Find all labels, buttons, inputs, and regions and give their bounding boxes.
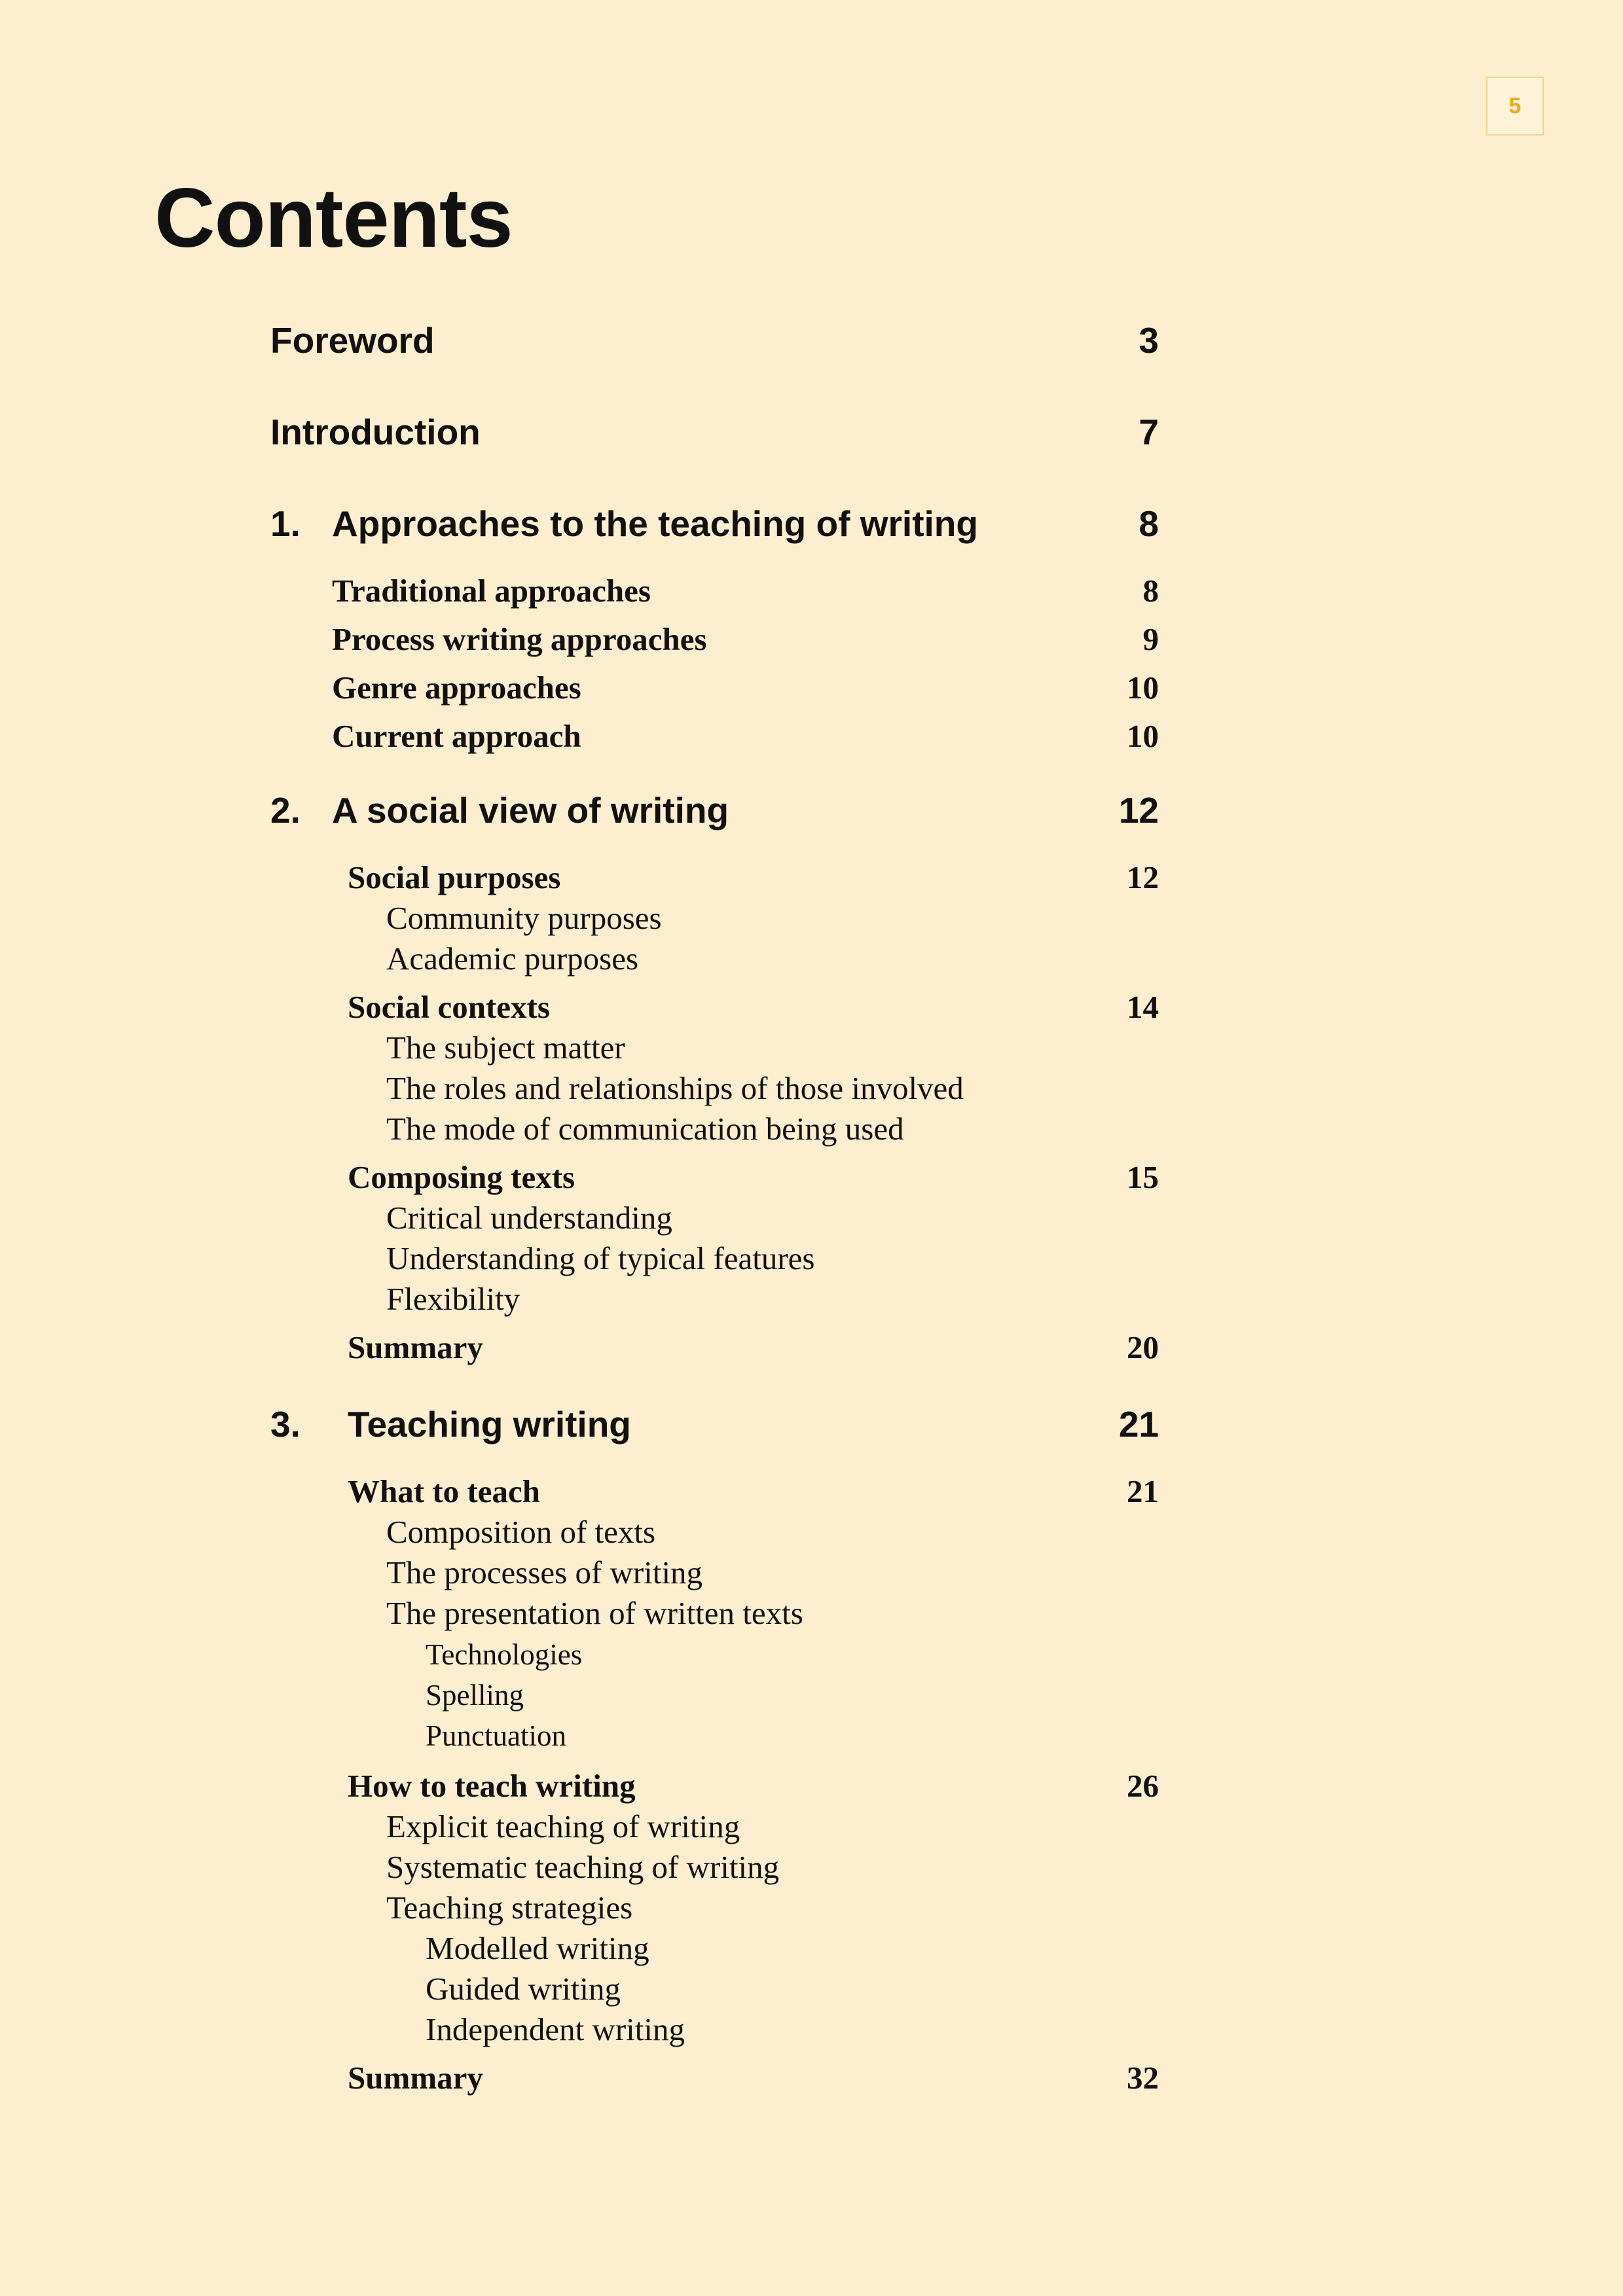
chapter-number: 2. [270, 790, 301, 831]
toc-label: Spelling [426, 1679, 524, 1712]
toc-page: 9 [1142, 621, 1159, 657]
toc-label: The mode of communication being used [386, 1111, 904, 1147]
toc-label: The processes of writing [386, 1554, 703, 1590]
toc-page: 21 [1127, 1473, 1159, 1509]
toc-label: Social purposes [348, 859, 561, 895]
toc-page: 8 [1142, 573, 1159, 609]
toc-label: Process writing approaches [332, 621, 707, 657]
toc-label: Understanding of typical features [386, 1240, 815, 1276]
toc-label: Independent writing [426, 2011, 685, 2047]
toc-label: A social view of writing [332, 790, 729, 831]
toc-page: 21 [1118, 1404, 1159, 1444]
toc-page: 26 [1127, 1768, 1159, 1804]
toc-label: The presentation of written texts [386, 1595, 803, 1631]
toc-label: Explicit teaching of writing [386, 1808, 740, 1844]
toc-page: 15 [1127, 1159, 1159, 1195]
toc-label: Foreword [270, 320, 435, 361]
toc-label: Composition of texts [386, 1514, 656, 1550]
toc-page: 3 [1139, 320, 1159, 361]
toc-label: How to teach writing [348, 1768, 636, 1804]
page-number: 5 [1508, 93, 1522, 118]
toc-label: Guided writing [426, 1971, 621, 2007]
toc-label: Teaching strategies [386, 1890, 633, 1926]
toc-page: 10 [1127, 670, 1159, 706]
toc-label: Community purposes [386, 900, 662, 936]
toc-page: 12 [1127, 859, 1159, 895]
toc-label: Social contexts [348, 989, 550, 1025]
toc-label: Genre approaches [332, 670, 581, 706]
toc-label: What to teach [348, 1473, 540, 1509]
toc-label: The subject matter [386, 1030, 625, 1066]
toc-label: Technologies [426, 1638, 583, 1671]
toc-label: Composing texts [348, 1159, 575, 1195]
toc-label: Critical understanding [386, 1200, 672, 1236]
chapter-number: 3. [270, 1404, 301, 1444]
chapter-number: 1. [270, 503, 301, 544]
toc-page: 12 [1118, 790, 1159, 831]
toc-label: Introduction [270, 412, 481, 452]
toc-label: Traditional approaches [332, 573, 651, 609]
toc-label: Flexibility [386, 1281, 520, 1317]
toc-label: Approaches to the teaching of writing [332, 503, 978, 544]
page-number-box [1486, 77, 1544, 135]
toc-page: 8 [1139, 503, 1159, 544]
toc-label: Punctuation [426, 1719, 566, 1752]
toc-page: 10 [1127, 718, 1159, 754]
toc-page: 32 [1127, 2060, 1159, 2096]
page-title: Contents [155, 171, 513, 265]
toc-label: Current approach [332, 718, 581, 754]
toc-label: Academic purposes [386, 941, 639, 977]
toc-page: 7 [1139, 412, 1159, 452]
toc-page: 14 [1127, 989, 1159, 1025]
toc-label: Modelled writing [426, 1930, 649, 1966]
toc-label: Systematic teaching of writing [386, 1849, 780, 1885]
toc-label: Summary [348, 2060, 483, 2096]
toc-label: Summary [348, 1329, 483, 1365]
toc-label: The roles and relationships of those involved [386, 1070, 964, 1106]
toc-page: 20 [1127, 1329, 1159, 1365]
toc-label: Teaching writing [348, 1404, 631, 1444]
